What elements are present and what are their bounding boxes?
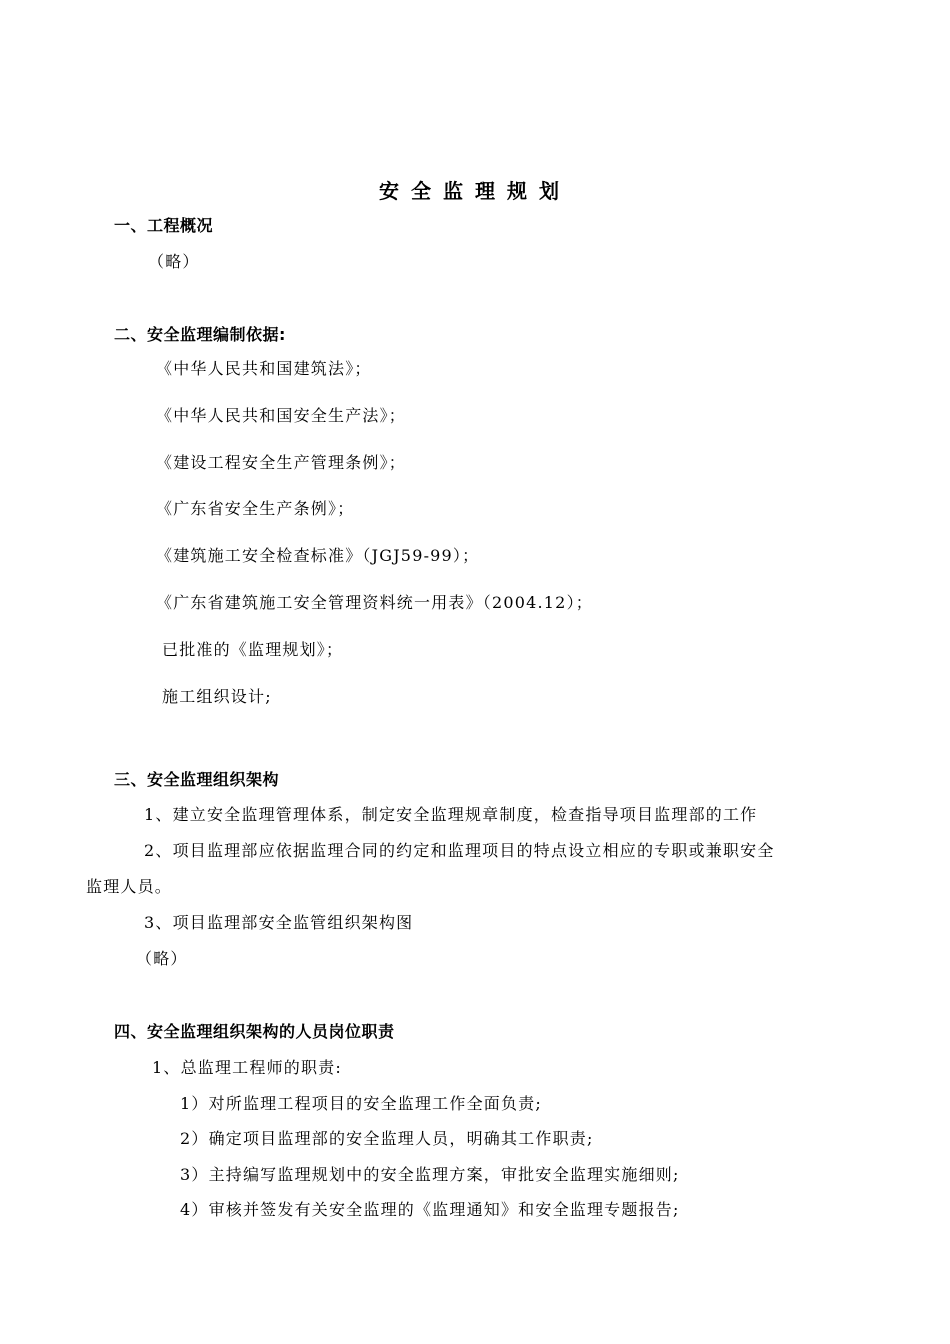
- basis-item-4: 《广东省安全生产条例》；: [156, 499, 355, 518]
- document-title: 安全监理规划: [379, 179, 571, 203]
- basis-item-7: 已批准的《监理规划》；: [162, 640, 344, 659]
- duty-item-3: 3）主持编写监理规划中的安全监理方案，审批安全监理实施细则;: [180, 1165, 680, 1184]
- section-1-heading: 一、工程概况: [114, 216, 214, 235]
- section-2-heading: 二、安全监理编制依据:: [114, 325, 286, 344]
- basis-item-3: 《建设工程安全生产管理条例》；: [156, 453, 407, 472]
- basis-item-1: 《中华人民共和国建筑法》；: [156, 359, 372, 378]
- section-4-heading: 四、安全监理组织架构的人员岗位职责: [114, 1022, 395, 1041]
- basis-item-5: 《建筑施工安全检查标准》（JGJ59-99）；: [156, 546, 480, 565]
- section-3-paragraph-1: 1、建立安全监理管理体系，制定安全监理规章制度，检查指导项目监理部的工作: [144, 805, 758, 824]
- duty-item-2: 2）确定项目监理部的安全监理人员，明确其工作职责;: [180, 1129, 594, 1148]
- basis-item-6: 《广东省建筑施工安全管理资料统一用表》（2004.12）；: [156, 593, 593, 612]
- section-3-note: （略）: [136, 949, 188, 968]
- section-3-paragraph-3: 3、项目监理部安全监管组织架构图: [144, 913, 414, 932]
- section-3-paragraph-2-cont: 监理人员。: [86, 877, 173, 896]
- section-1-note: （略）: [148, 252, 200, 271]
- section-3-paragraph-2: 2、项目监理部应依据监理合同的约定和监理项目的特点设立相应的专职或兼职安全: [144, 841, 775, 860]
- duty-item-1: 1）对所监理工程项目的安全监理工作全面负责;: [180, 1094, 542, 1113]
- basis-item-8: 施工组织设计;: [162, 687, 272, 706]
- basis-item-2: 《中华人民共和国安全生产法》；: [156, 406, 407, 425]
- section-3-heading: 三、安全监理组织架构: [114, 770, 280, 789]
- section-4-sub-1: 1、总监理工程师的职责:: [152, 1058, 342, 1077]
- duty-item-4: 4）审核并签发有关安全监理的《监理通知》和安全监理专题报告;: [180, 1200, 680, 1219]
